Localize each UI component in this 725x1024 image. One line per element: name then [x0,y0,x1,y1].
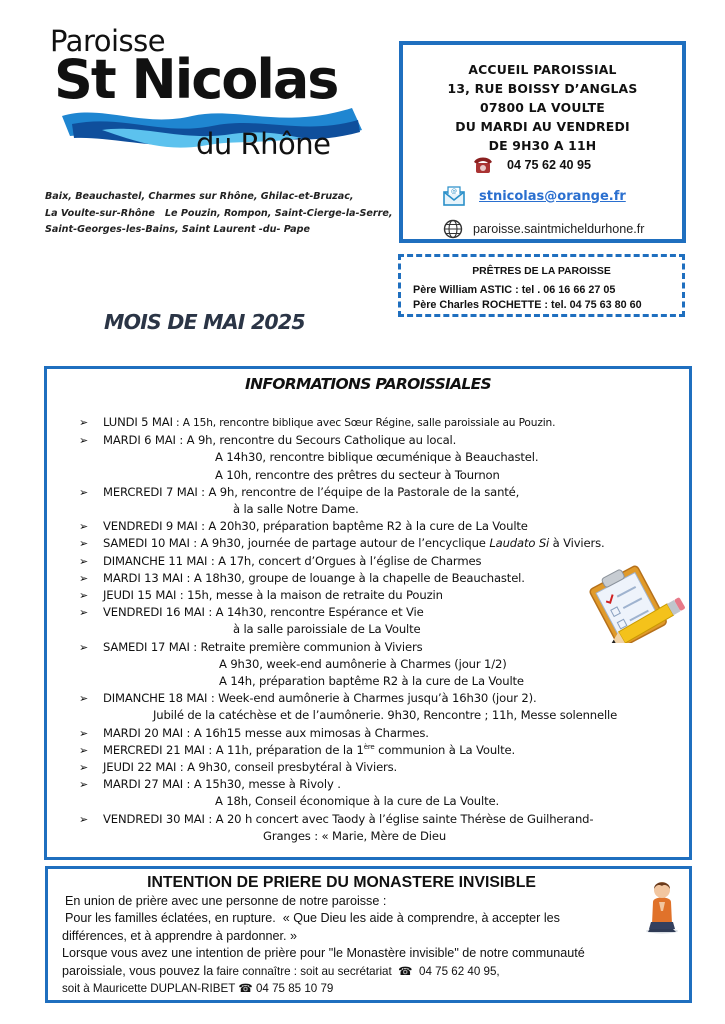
month-title: MOIS DE MAI 2025 [104,310,305,334]
arrow-bullet-icon: ➢ [79,761,89,775]
event-continuation-line: Jubilé de la catéchèse et de l’aumônerie. 9h30, Rencontre ; 11h, Messe solennelle [153,708,618,723]
event-item [79,432,679,484]
event-text: A 15h30, messe à Rivoly . [193,777,341,792]
logo-line-du-rhone: du Rhône [196,127,331,161]
event-text-after: à Viviers. [549,536,605,551]
contact-hours: DE 9H30 A 11H [488,138,597,153]
event-continuation-line: à la salle Notre Dame. [233,502,359,517]
event-day: DIMANCHE 18 MAI [103,691,208,706]
event-main-line [103,743,515,757]
contact-email-link[interactable]: stnicolas@orange.fr [479,188,626,204]
event-main-line [103,588,443,602]
event-text: A 16h15 messe aux mimosas à Charmes. [193,725,429,740]
event-separator: : [204,811,216,826]
logo-line-paroisse: Paroisse [50,24,166,58]
contact-address-street: 13, RUE BOISSY D’ANGLAS [447,81,638,96]
contact-box [399,41,686,243]
priest-1: Père William ASTIC : tel . 06 16 66 27 05 [413,284,616,296]
event-item [79,811,679,845]
event-main-line [103,571,525,585]
email-icon [443,186,465,206]
event-main-line [103,760,397,774]
event-continuation-line: A 18h, Conseil économique à la cure de La Voulte. [215,794,499,809]
contact-website-row [443,219,645,239]
event-main-line [103,433,456,447]
towns-line: Baix, Beauchastel, Charmes sur Rhône, Ghilac-et-Bruzac, [45,191,354,202]
contact-phone: 04 75 62 40 95 [507,158,592,172]
event-separator: : [207,553,219,568]
prayer-contact-line: soit à Mauricette DUPLAN-RIBET ☎ 04 75 85 10 79 [62,982,334,996]
event-continuation-line: A 9h30, week-end aumônerie à Charmes (jour 1/2) [219,656,507,671]
priests-heading: PRÊTRES DE LA PAROISSE [472,266,611,277]
arrow-bullet-icon: ➢ [79,778,89,792]
event-item [79,690,679,724]
arrow-bullet-icon: ➢ [79,589,89,603]
contact-address-city: 07800 LA VOULTE [480,100,605,115]
event-day: DIMANCHE 11 MAI [103,553,208,568]
event-day: MERCREDI 7 MAI [103,484,198,499]
event-separator: : [176,588,188,603]
event-separator: : [172,417,183,429]
prayer-line [62,963,672,980]
event-item [79,414,679,432]
arrow-bullet-icon: ➢ [79,606,89,620]
event-separator: : [197,519,209,534]
event-text: A 9h30, conseil presbytéral à Viviers. [187,760,398,775]
prayer-line: Pour les familles éclatées, en rupture. « Que Dieu les aide à comprendre, à accepter les [65,911,560,926]
prayer-line-part: paroissiale, vous pouvez la [62,963,214,978]
arrow-bullet-icon: ➢ [79,416,89,429]
prayer-line: En union de prière avec une personne de notre paroisse : [65,894,387,908]
event-separator: : [176,760,188,775]
event-continuation-line: A 14h30, rencontre biblique œcuménique à Beauchastel. [215,450,539,465]
event-text: A 9h, rencontre de l’équipe de la Pastorale de la santé, [208,484,520,499]
event-text-italic: Laudato Si [489,536,550,551]
event-separator: : [175,433,187,448]
telephone-icon [473,156,493,174]
event-separator: : [204,742,216,757]
event-item [79,518,679,535]
prayer-intention-box [45,866,692,1003]
arrow-bullet-icon: ➢ [79,554,89,568]
event-text: A 9h, rencontre du Secours Catholique au local. [186,433,457,448]
parish-towns [45,189,393,239]
towns-line: Saint-Georges-les-Bains, Saint Laurent -du- Pape [45,224,311,235]
event-separator: : [197,484,209,499]
event-day: VENDREDI 30 MAI [103,811,205,826]
event-separator: : [189,536,201,551]
logo-line-st-nicolas: St Nicolas [54,48,338,111]
event-text: A 20h30, préparation baptême R2 à la cure de La Voulte [208,519,528,534]
prayer-title: INTENTION DE PRIERE DU MONASTERE INVISIBLE [147,874,536,891]
event-item [79,759,679,776]
event-main-line [103,554,481,568]
event-main-line [103,640,422,654]
event-item [79,725,679,742]
event-text: A 9h30, journée de partage autour de l’encyclique [200,536,490,551]
event-item [79,535,679,552]
event-separator: : [204,605,216,620]
event-continuation-line: A 10h, rencontre des prêtres du secteur à Tournon [215,467,500,482]
event-day: JEUDI 15 MAI [103,588,177,603]
event-item [79,776,679,810]
event-day: MARDI 13 MAI [103,570,184,585]
event-day: VENDREDI 16 MAI [103,605,205,620]
event-main-line [103,777,341,791]
prayer-line: différences, et à apprendre à pardonner. » [62,928,298,943]
event-item [79,742,679,759]
event-day: SAMEDI 17 MAI [103,639,190,654]
event-main-line [103,605,424,619]
event-item [79,484,679,518]
globe-icon [443,219,463,239]
event-main-line [103,415,555,429]
event-day: JEUDI 22 MAI [103,760,177,775]
parish-logo [44,24,364,164]
event-day: SAMEDI 10 MAI [103,536,190,551]
priest-2: Père Charles ROCHETTE : tel. 04 75 63 80 60 [413,299,642,311]
contact-days: DU MARDI AU VENDREDI [455,119,630,134]
event-day: VENDREDI 9 MAI [103,519,198,534]
arrow-bullet-icon: ➢ [79,520,89,534]
event-main-line [103,812,593,826]
event-main-line [103,726,429,740]
event-separator: : [183,725,194,740]
svg-text:@: @ [451,188,457,195]
event-main-line [103,691,537,705]
clipboard-pencil-icon [578,563,688,643]
praying-child-icon [642,878,682,934]
arrow-bullet-icon: ➢ [79,434,89,448]
event-text: A 18h30, groupe de louange à la chapelle de Beauchastel. [193,570,525,585]
event-text: A 15h, rencontre biblique avec Sœur Régine, salle paroissiale au Pouzin. [182,417,556,429]
event-text: Retraite première communion à Viviers [200,639,423,654]
event-separator: : [183,570,194,585]
arrow-bullet-icon: ➢ [79,692,89,706]
event-separator: : [207,691,219,706]
event-text: A 11h, préparation de la 1 [215,742,364,757]
event-text: 15h, messe à la maison de retraite du Pouzin [187,588,443,603]
event-separator: : [183,777,194,792]
arrow-bullet-icon: ➢ [79,485,89,499]
event-separator: : [189,639,201,654]
event-main-line [103,519,528,533]
contact-phone-row [473,156,591,174]
event-text: A 14h30, rencontre Espérance et Vie [215,605,424,620]
prayer-line: Lorsque vous avez une intention de prière pour "le Monastère invisible" de notre communauté [62,946,585,961]
event-continuation-line: à la salle paroissiale de La Voulte [233,622,421,637]
prayer-body [62,893,672,997]
event-main-line [103,485,519,499]
prayer-secretariat-phone: faire connaître : soit au secrétariat ☎ 04 75 62 40 95, [213,964,500,978]
event-continuation-line: A 14h, préparation baptême R2 à la cure de La Voulte [219,674,524,689]
event-text: A 17h, concert d’Orgues à l’église de Charmes [218,553,482,568]
event-text: A 20 h concert avec Taody à l’église sainte Thérèse de Guilherand- [215,811,594,826]
information-title: INFORMATIONS PAROISSIALES [245,375,491,393]
event-superscript: ère [363,742,375,751]
event-day: MARDI 20 MAI [103,725,184,740]
contact-title: ACCUEIL PAROISSIAL [468,62,617,77]
arrow-bullet-icon: ➢ [79,537,89,551]
towns-line: La Voulte-sur-Rhône Le Pouzin, Rompon, Saint-Cierge-la-Serre, [45,207,393,219]
event-main-line [103,536,605,550]
contact-website[interactable]: paroisse.saintmicheldurhone.fr [473,222,645,236]
event-day: MARDI 27 MAI [103,777,184,792]
arrow-bullet-icon: ➢ [79,640,89,654]
event-text: Week-end aumônerie à Charmes jusqu’à 16h30 (jour 2). [218,691,537,706]
event-day: LUNDI 5 MAI [103,415,173,429]
event-item [79,639,679,691]
contact-email-row [443,186,626,206]
arrow-bullet-icon: ➢ [79,726,89,740]
event-text-after: communion à La Voulte. [374,742,516,757]
arrow-bullet-icon: ➢ [79,571,89,585]
event-day: MARDI 6 MAI [103,433,176,448]
event-day: MERCREDI 21 MAI [103,742,205,757]
priests-box [398,254,685,317]
event-continuation-line: Granges : « Marie, Mère de Dieu [263,828,447,843]
arrow-bullet-icon: ➢ [79,812,89,826]
arrow-bullet-icon: ➢ [79,743,89,757]
